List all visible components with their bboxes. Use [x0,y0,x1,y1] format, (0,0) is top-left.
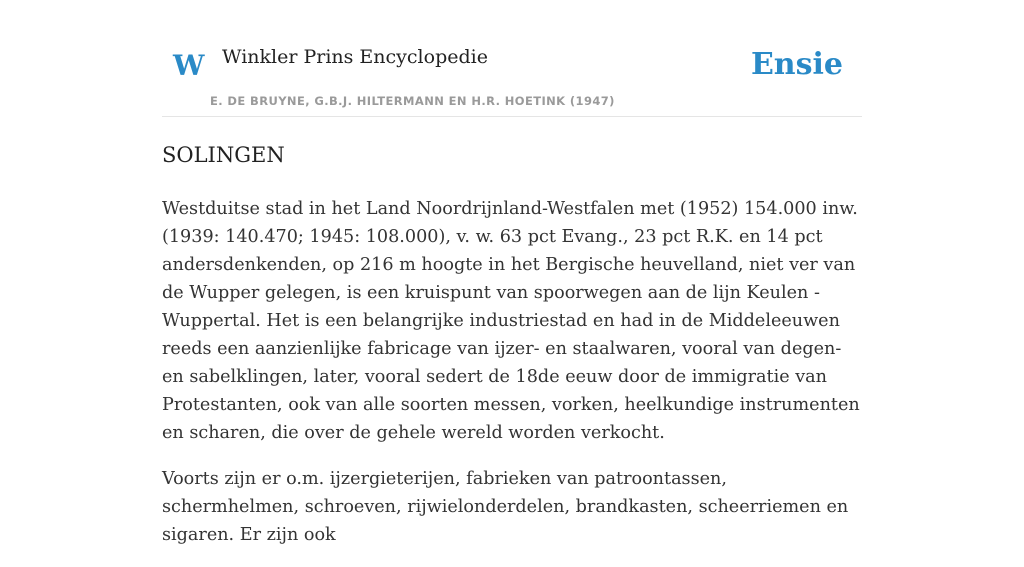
ensie-logo[interactable]: Ensie [750,47,843,82]
article-title: SOLINGEN [162,143,285,167]
site-header [162,0,862,117]
publication-title[interactable]: Winkler Prins Encyclopedie [222,46,488,68]
article-paragraph-1: Westduitse stad in het Land Noordrijnland-Westfalen met (1952) 154.000 inw. (1939: 140.470; 1945: 108.000), v. w. 63 pct Evang., 23 pct R.K. en 14 pct andersdenkenden, op 216 m hoogte in het Bergische heuvelland, niet ver van de Wupper gelegen, is een kruispunt van spoorwegen aan de lijn Keulen - Wuppertal. Het is een belangrijke industriestad en had in de Middeleeuwen reeds een aanzienlijke fabricage van ijzer- en staalwaren, vooral van degen- en sabelklingen, later, vooral sedert de 18de eeuw door de immigratie van Protestanten, ook van alle soorten messen, vorken, heelkundige instrumenten en scharen, die over de gehele wereld worden verkocht. [162,199,860,443]
article-body [162,140,862,567]
publication-authors: E. DE BRUYNE, G.B.J. HILTERMANN EN H.R. HOETINK (1947) [210,94,615,108]
winkler-prins-logo[interactable]: W [173,49,205,82]
article-paragraph-2: Voorts zijn er o.m. ijzergieterijen, fabrieken van patroontassen, schermhelmen, schroeven, rijwielonderdelen, brandkasten, scheerriemen en sigaren. Er zijn ook [162,469,849,545]
